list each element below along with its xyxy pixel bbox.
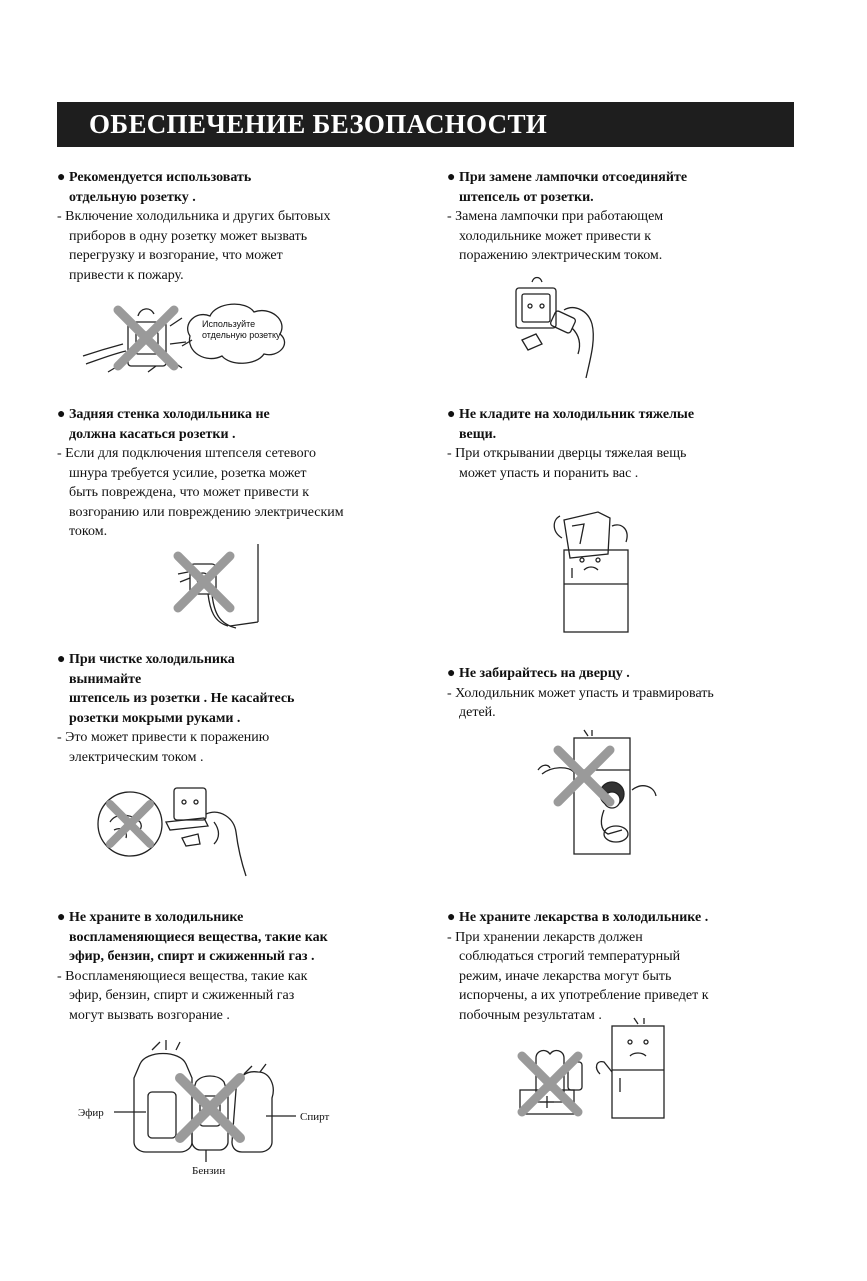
section-body: могут вызвать возгорание . bbox=[69, 1007, 230, 1023]
section-body: побочным результатам . bbox=[459, 1007, 602, 1023]
section-bulb-replacement bbox=[447, 168, 687, 266]
gasoline-label: Бензин bbox=[192, 1165, 226, 1177]
section-body: шнура требуется усилие, розетка может bbox=[69, 465, 307, 481]
section-title: розетки мокрыми руками . bbox=[69, 710, 241, 726]
alcohol-label: Спирт bbox=[300, 1111, 330, 1123]
section-body: поражению электрическим током. bbox=[459, 248, 663, 263]
section-body: может упасть и поранить вас . bbox=[459, 465, 639, 481]
section-body: - Если для подключения штепселя сетевого bbox=[57, 446, 317, 461]
cloud-text-line: Используйте bbox=[202, 319, 256, 329]
medicine-icon bbox=[516, 1018, 674, 1122]
section-cleaning bbox=[57, 650, 294, 767]
section-title: ● Задняя стенка холодильника не bbox=[57, 407, 270, 422]
section-title: ● Не храните в холодильнике bbox=[57, 910, 244, 925]
section-body: электрическим током . bbox=[69, 749, 204, 765]
page-header bbox=[57, 102, 794, 147]
section-body: испорчены, а их употребление приведет к bbox=[459, 988, 709, 1003]
section-body: быть повреждена, что может привести к bbox=[69, 485, 310, 500]
section-body: перегрузку и возгорание, что может bbox=[69, 248, 283, 263]
section-body: - Воспламеняющиеся вещества, такие как bbox=[57, 968, 308, 984]
child-door-icon bbox=[534, 730, 664, 858]
section-title: ● При чистке холодильника bbox=[57, 652, 235, 667]
section-body: эфир, бензин, спирт и сжиженный газ bbox=[69, 988, 295, 1003]
section-title: ● Не забирайтесь на дверцу . bbox=[447, 666, 630, 681]
section-medicines bbox=[447, 908, 709, 1025]
unplug-hand-icon bbox=[512, 270, 602, 380]
section-title: вынимайте bbox=[69, 671, 142, 687]
flammable-bottles-icon bbox=[76, 1038, 338, 1176]
wall-socket-icon bbox=[170, 544, 270, 634]
section-body: - Включение холодильника и других бытовых bbox=[57, 209, 331, 224]
ether-label: Эфир bbox=[78, 1107, 104, 1119]
section-body: приборов в одну розетку может вызвать bbox=[69, 228, 308, 244]
section-body: - При открывании дверцы тяжелая вещь bbox=[447, 446, 687, 461]
wet-hands-icon bbox=[96, 778, 256, 878]
section-body: привести к пожару. bbox=[69, 267, 184, 283]
section-title: вещи. bbox=[459, 426, 497, 442]
cloud-text-line: отдельную розетку bbox=[202, 330, 281, 340]
section-flammables bbox=[57, 908, 328, 1025]
section-title: ● При замене лампочки отсоединяйте bbox=[447, 170, 688, 185]
section-body: - Замена лампочки при работающем bbox=[447, 209, 664, 224]
section-title: ● Рекомендуется использовать bbox=[57, 170, 252, 185]
section-title: эфир, бензин, спирт и сжиженный газ . bbox=[69, 949, 315, 964]
section-body: - При хранении лекарств должен bbox=[447, 929, 643, 945]
section-body: возгоранию или повреждению электрическим bbox=[69, 504, 344, 520]
section-body: холодильнике может привести к bbox=[459, 228, 652, 244]
section-back-wall bbox=[57, 405, 344, 542]
section-separate-socket bbox=[57, 168, 330, 285]
section-title: штепсель от розетки. bbox=[459, 189, 594, 205]
section-body: соблюдаться строгий температурный bbox=[459, 949, 681, 964]
socket-overload-icon bbox=[78, 296, 298, 378]
section-body: - Холодильник может упасть и травмировать bbox=[447, 685, 714, 701]
section-title: штепсель из розетки . Не касайтесь bbox=[69, 691, 295, 706]
section-title: ● Не кладите на холодильник тяжелые bbox=[447, 407, 695, 422]
section-title: должна касаться розетки . bbox=[69, 426, 236, 442]
section-climbing-door bbox=[447, 664, 714, 723]
heavy-object-fridge-icon bbox=[542, 498, 642, 638]
section-body: током. bbox=[69, 524, 108, 539]
section-title: ● Не храните лекарства в холодильнике . bbox=[447, 910, 709, 925]
section-heavy-objects bbox=[447, 405, 694, 483]
section-body: - Это может привести к поражению bbox=[57, 730, 270, 745]
section-title: отдельную розетку . bbox=[69, 189, 196, 205]
section-title: воспламеняющиеся вещества, такие как bbox=[69, 929, 328, 945]
page-title: ОБЕСПЕЧЕНИЕ БЕЗОПАСНОСТИ bbox=[89, 109, 548, 139]
section-body: детей. bbox=[459, 705, 496, 720]
section-body: режим, иначе лекарства могут быть bbox=[459, 968, 672, 984]
